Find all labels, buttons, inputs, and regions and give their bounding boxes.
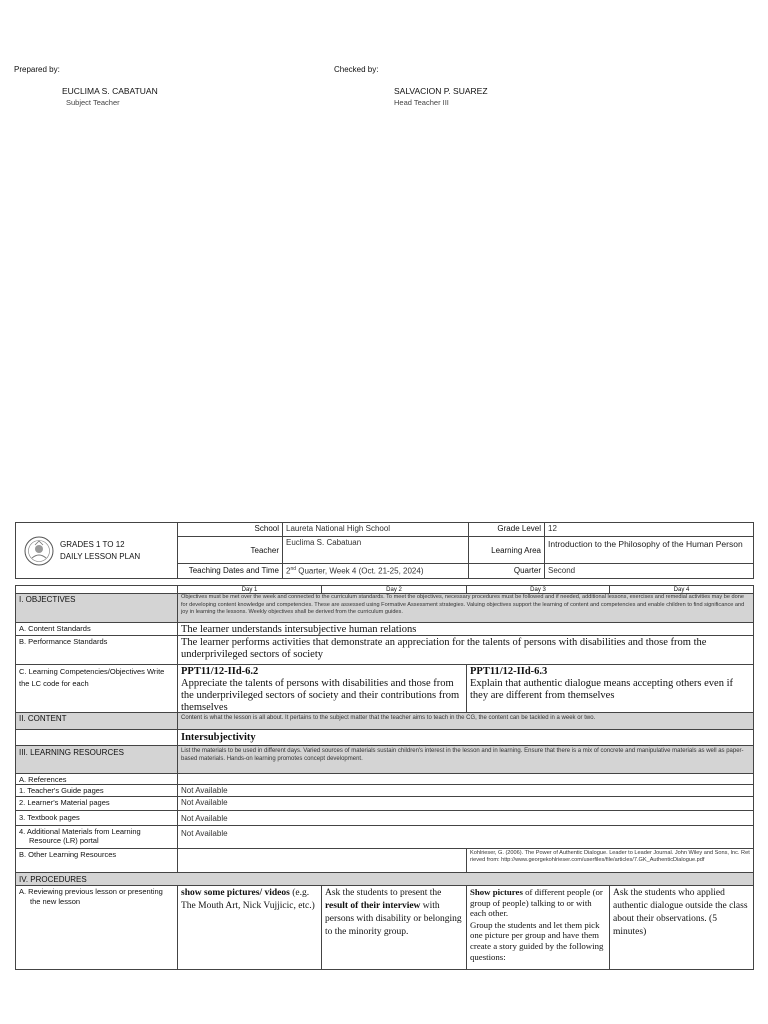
grade-label: Grade Level (497, 524, 541, 533)
procedure-a-day3-more: Group the students and let them pick one picture per group and have them create a story guided by the following questions: (470, 919, 604, 962)
quarter-label-cell (468, 563, 545, 579)
prepared-by-label: Prepared by: (14, 65, 60, 74)
procedure-a-label-line2: the new lesson (30, 897, 81, 906)
performance-standards-label: B. Performance Standards (19, 637, 108, 646)
teacher-label: Teacher (250, 546, 279, 555)
other-resources-label-cell (15, 848, 178, 873)
objectives-note-cell (177, 593, 754, 623)
content-standards-label-cell (15, 622, 178, 636)
other-resources-value-cell (466, 848, 754, 873)
quarter-label: Quarter (513, 566, 541, 575)
lr-label-line2: Resource (LR) portal (29, 836, 99, 845)
teacher-value-cell (282, 536, 469, 564)
procedure-a-day3-text: Show pictures of different people (or group of people) talking to or with each other. (470, 887, 603, 919)
competencies-label-cell (15, 664, 178, 713)
tb-value-cell (177, 810, 754, 826)
content-heading-cell (15, 712, 178, 730)
deped-seal-icon (24, 536, 54, 566)
tg-value: Not Available (181, 786, 228, 795)
content-standards-label: A. Content Standards (19, 624, 91, 633)
content-heading: II. CONTENT (19, 714, 67, 723)
resources-heading: III. LEARNING RESOURCES (19, 748, 124, 757)
dates-label-cell (177, 563, 283, 579)
grade-value-cell (544, 522, 754, 537)
content-note: Content is what the lesson is all about. It pertains to the subject matter that the teacher aims to teach in the CG, the content can be tackled in a week or two. (181, 715, 596, 721)
area-label: Learning Area (491, 546, 541, 555)
lr-label-line1: 4. Additional Materials from Learning (19, 827, 141, 836)
competency-2-text: Explain that authentic dialogue means accepting others even if they are different from themselves (470, 678, 733, 701)
performance-standards-value-cell (177, 635, 754, 665)
procedure-a-label-line1: A. Reviewing previous lesson or presenting (19, 887, 163, 896)
prepared-by-name: EUCLIMA S. CABATUAN (62, 86, 158, 96)
grade-value: 12 (548, 524, 557, 533)
competency-1-text: Appreciate the talents of persons with disabilities and those from the underprivileged sectors of society and their contributions from themselves (181, 678, 460, 713)
lm-value-cell (177, 796, 754, 811)
procedures-heading-cell (15, 872, 754, 886)
resources-heading-cell (15, 745, 178, 774)
competency-2-code: PPT11/12-IId-6.3 (470, 666, 548, 677)
content-standards-value-cell (177, 622, 754, 636)
day2-header: Day 2 (321, 585, 467, 594)
lm-label-cell (15, 796, 178, 811)
tb-label-cell (15, 810, 178, 826)
day4-header: Day 4 (609, 585, 754, 594)
checked-by-role: Head Teacher III (394, 98, 449, 107)
plan-title-line1: GRADES 1 TO 12 (60, 540, 125, 549)
competency-1-cell (177, 664, 467, 713)
lr-value-cell (177, 825, 754, 849)
content-note-cell (177, 712, 754, 730)
objectives-heading: I. OBJECTIVES (19, 595, 76, 604)
dates-label: Teaching Dates and Time (188, 566, 279, 575)
school-value-cell (282, 522, 469, 537)
other-resources-label: B. Other Learning Resources (19, 850, 117, 859)
teacher-label-cell (177, 536, 283, 564)
procedure-a-day1-cell (177, 885, 322, 970)
tb-value: Not Available (181, 814, 228, 823)
procedure-a-day4-text: Ask the students who applied authentic dialogue outside the class about their observations. (5 minutes) (613, 888, 748, 937)
content-standards-value: The learner understands intersubjective human relations (181, 624, 417, 635)
procedure-a-day3-cell (466, 885, 610, 970)
procedure-a-day2-cell (321, 885, 467, 970)
resources-note: List the materials to be used in different days. Varied sources of materials sustain children's interest in the lesson and in learning. Ensure that there is a mix of concrete and manipulative materials as well as paper-based materials. Hands-on learning promotes concept development. (181, 748, 744, 762)
lm-label: 2. Learner's Material pages (19, 798, 110, 807)
procedure-a-label-cell (15, 885, 178, 970)
content-value: Intersubjectivity (181, 732, 256, 743)
content-value-cell (177, 729, 754, 746)
objectives-heading-cell (15, 593, 178, 623)
competency-2-cell (466, 664, 754, 713)
school-label: School (254, 524, 279, 533)
quarter-value: Second (548, 566, 576, 575)
quarter-value-cell (544, 563, 754, 579)
prepared-by-role: Subject Teacher (66, 98, 120, 107)
procedure-a-day1-text: show some pictures/ videos (e.g. The Mouth Art, Nick Vujjicic, etc.) (181, 888, 315, 911)
content-blank-cell (15, 729, 178, 746)
performance-standards-label-cell (15, 635, 178, 665)
lr-label-cell (15, 825, 178, 849)
references-label: A. References (19, 775, 67, 784)
performance-standards-value: The learner performs activities that demonstrate an appreciation for the talents of persons with disabilities and those from the underprivileged sectors of society (181, 637, 707, 660)
procedure-a-day4-cell (609, 885, 754, 970)
teacher-value: Euclima S. Cabatuan (286, 538, 362, 547)
area-label-cell (468, 536, 545, 564)
checked-by-label: Checked by: (334, 65, 379, 74)
plan-title-line2: DAILY LESSON PLAN (60, 552, 141, 561)
day3-header: Day 3 (466, 585, 610, 594)
other-resources-blank-cell (177, 848, 467, 873)
day1-header: Day 1 (177, 585, 322, 594)
dates-value: 2nd Quarter, Week 4 (Oct. 21-25, 2024) (286, 566, 424, 576)
tg-label: 1. Teacher's Guide pages (19, 786, 104, 795)
school-value: Laureta National High School (286, 524, 391, 533)
grade-label-cell (468, 522, 545, 537)
header-logo-block (15, 522, 178, 579)
area-value-cell (544, 536, 754, 564)
other-resources-value: Kohlrieser, G. (2006). The Power of Authentic Dialogue. Leader to Leader Journal. John Wiley and Sons, Inc. Retrieved from: http://www.georgekohlrieser.com/userfiles/file/articles/7.GK_AuthenticDialogue.pdf (470, 850, 750, 863)
tb-label: 3. Textbook pages (19, 813, 80, 822)
lm-value: Not Available (181, 798, 228, 807)
dates-value-cell (282, 563, 469, 579)
lr-value: Not Available (181, 829, 228, 838)
resources-note-cell (177, 745, 754, 774)
procedures-heading: IV. PROCEDURES (19, 875, 87, 884)
procedure-a-day2-text: Ask the students to present the result of their interview with persons with disability or belonging to the minority group. (325, 888, 462, 937)
competencies-label: C. Learning Competencies/Objectives Write the LC code for each (19, 667, 165, 688)
checked-by-name: SALVACION P. SUAREZ (394, 86, 488, 96)
competency-1-code: PPT11/12-IId-6.2 (181, 666, 259, 677)
objectives-note: Objectives must be met over the week and connected to the curriculum standards. To meet the objectives, necessary procedures must be followed and if needed, additional lessons, exercises and remedial activities may be done for developing content knowledge and competencies. These are assessed using Formative Assessment strategies. Valuing objectives support the learning of content and competencies and enable children to find significance and joy in learning the lessons. Weekly objectives shall be derived from the curriculum guides. (181, 594, 745, 615)
school-label-cell (177, 522, 283, 537)
area-value: Introduction to the Philosophy of the Human Person (548, 539, 743, 549)
